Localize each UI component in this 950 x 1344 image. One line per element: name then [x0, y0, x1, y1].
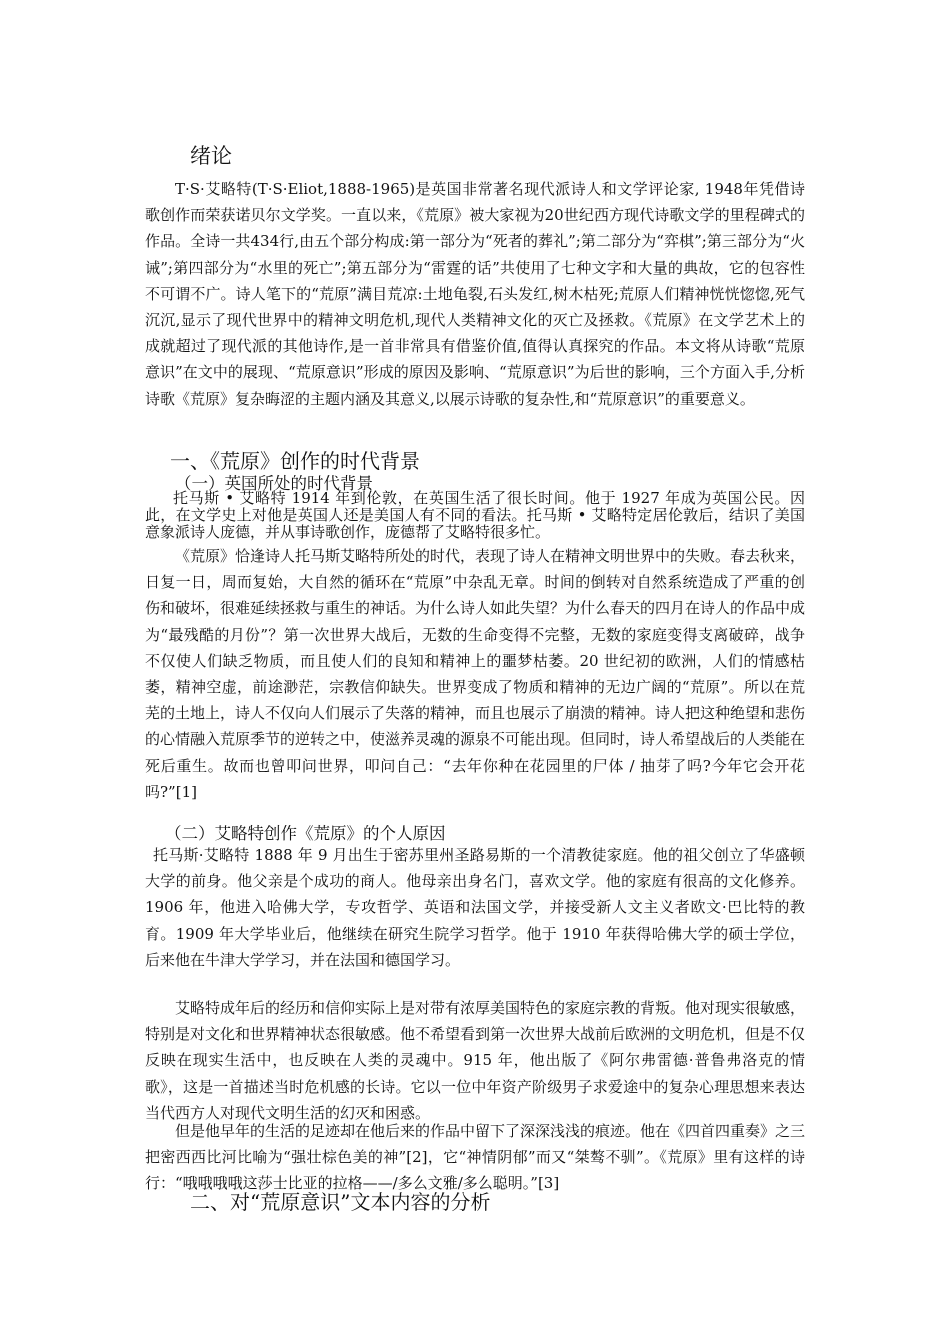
subsection2-paragraph-2: 艾略特成年后的经历和信仰实际上是对带有浓厚美国特色的家庭宗教的背叛。他对现实很敏感，特别是对文化和世界精神状态很敏感。他不希望看到第一次世界大战前后欧洲的文明危机，但是不仅反映在现实生活中，也反映在人类的灵魂中。915 年，他出版了《阿尔弗雷德·普鲁弗洛克的情歌》，这是一首描述当时危机感的长诗。它以一位中年资产阶级男子求爱途中的复杂心理思想来表达当代西方人对现代文明生活的幻灭和困惑。 [145, 999, 806, 1122]
section2-heading: 二、对“荒原意识”文本内容的分析 [190, 1190, 491, 1214]
subsection1-paragraph-2: 《荒原》恰逢诗人托马斯艾略特所处的时代，表现了诗人在精神文明世界中的失败。春去秋来，日复一日，周而复始，大自然的循环在“荒原”中杂乱无章。时间的倒转对自然系统造成了严重的创伤和破坏，很难延续拯救与重生的神话。为什么诗人如此失望？为什么春天的四月在诗人的作品中成为“最残酷的月份”？第一次世界大战后，无数的生命变得不完整，无数的家庭变得支离破碎，战争不仅使人们缺乏物质，而且使人们的良知和精神上的噩梦枯萎。20 世纪初的欧洲，人们的情感枯萎，精神空虚，前途渺茫，宗教信仰缺失。世界变成了物质和精神的无边广阔的“荒原”。所以在荒芜的土地上，诗人不仅向人们展示了失落的精神，而且也展示了崩溃的精神。诗人把这种绝望和悲伤的心情融入荒原季节的逆转之中，使滋养灵魂的源泉不可能出现。但同时，诗人希望战后的人类能在死后重生。故而也曾叩问世界，叩问自己：“去年你种在花园里的尸体 / 抽芽了吗?今年它会开花吗?”[1] [145, 547, 806, 801]
subsection2-paragraph-3: 但是他早年的生活的足迹却在他后来的作品中留下了深深浅浅的痕迹。他在《四首四重奏》之三把密西西比河比喻为“强壮棕色美的神”[2]，它“神情阴郁”而又“桀骜不驯”。《荒原》里有这样的诗行：“哦哦哦哦这莎士比亚的拉格——/多么文雅/多么聪明。”[3] [145, 1122, 806, 1193]
subsection2-paragraph-1: 托马斯·艾略特 1888 年 9 月出生于密苏里州圣路易斯的一个清教徒家庭。他的祖父创立了华盛顿大学的前身。他父亲是个成功的商人。他母亲出身名门，喜欢文学。他的家庭有很高的文化修养。1906 年，他进入哈佛大学，专攻哲学、英语和法国文学，并接受新人文主义者欧文·巴比特的教育。1909 年大学毕业后，他继续在研究生院学习哲学。他于 1910 年获得哈佛大学的硕士学位，后来他在牛津大学学习，并在法国和德国学习。 [145, 846, 805, 969]
subsection2-heading: （二）艾略特创作《荒原》的个人原因 [165, 824, 446, 843]
intro-heading: 绪论 [190, 144, 232, 168]
intro-paragraph: T·S·艾略特(T·S·Eliot,1888-1965)是英国非常著名现代派诗人和文学评论家, 1948年凭借诗歌创作而荣获诺贝尔文学奖。一直以来，《荒原》被大家视为20世纪西方现代诗歌文学的里程碑式的作品。全诗一共434行,由五个部分构成:第一部分为“死者的葬礼”;第二部分为“弈棋”;第三部分为“火诫”;第四部分为“水里的死亡”;第五部分为“雷霆的话”共使用了七种文字和大量的典故，它的包容性不可谓不广。诗人笔下的“荒原”满目荒凉:土地龟裂,石头发红,树木枯死;荒原人们精神恍恍惚惚,死气沉沉,显示了现代世界中的精神文明危机,现代人类精神文化的灭亡及拯救。《荒原》在文学艺术上的成就超过了现代派的其他诗作,是一首非常具有借鉴价值,值得认真探究的作品。本文将从诗歌“荒原意识”在文中的展现、“荒原意识”形成的原因及影响、“荒原意识”为后世的影响，三个方面入手,分析诗歌《荒原》复杂晦涩的主题内涵及其意义,以展示诗歌的复杂性,和“荒原意识”的重要意义。 [145, 180, 805, 408]
subsection1-paragraph-1: 托马斯 • 艾略特 1914 年到伦敦，在英国生活了很长时间。他于 1927 年成为英国公民。因此，在文学史上对他是英国人还是美国人有不同的看法。托马斯 • 艾略特定居伦敦后，结识了美国意象派诗人庞德，并从事诗歌创作，庞德帮了艾略特很多忙。 [145, 489, 805, 541]
subsection1-heading: （一）英国所处的时代背景 [175, 474, 373, 493]
section1-heading: 一、《荒原》创作的时代背景 [170, 449, 420, 473]
